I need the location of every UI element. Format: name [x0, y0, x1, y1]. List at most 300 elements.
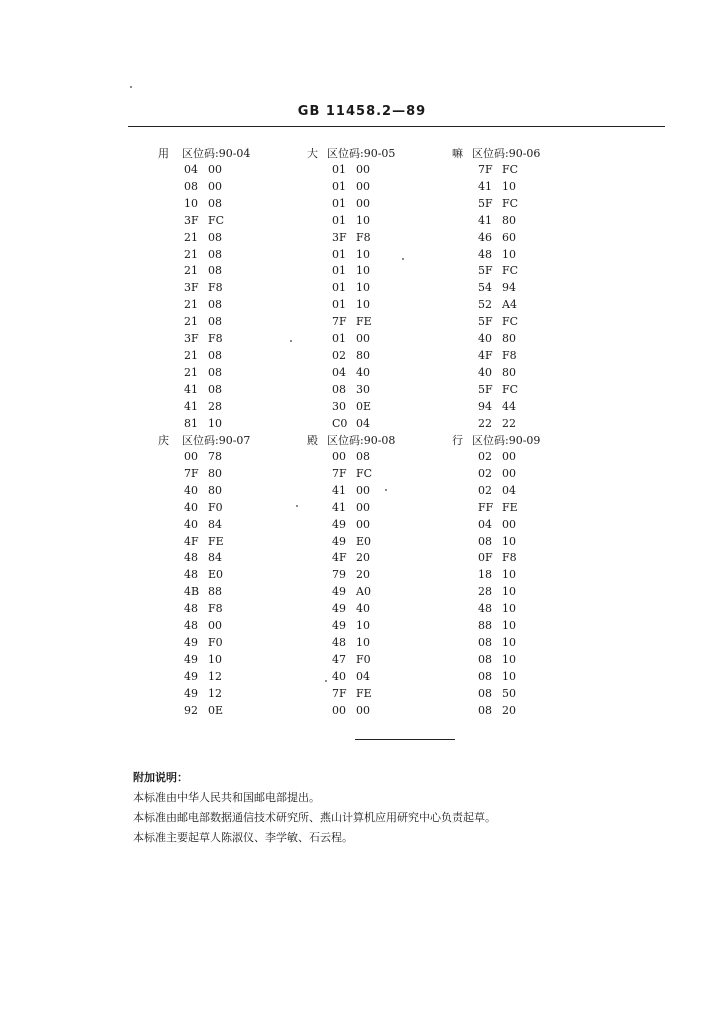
hex-byte-high: 48 — [478, 247, 492, 261]
hex-row — [478, 484, 516, 497]
hex-byte-low: 10 — [356, 298, 370, 312]
hex-row — [332, 248, 370, 261]
notes-line: 本标准由中华人民共和国邮电部提出。 — [133, 791, 320, 804]
hex-byte-high: 41 — [184, 382, 198, 396]
hex-byte-high: 40 — [478, 332, 492, 345]
hex-byte-low: 08 — [208, 382, 222, 396]
hex-byte-low: 08 — [208, 365, 222, 379]
hex-row — [332, 619, 370, 632]
hex-byte-low: FC — [356, 466, 373, 480]
hex-byte-low: 10 — [356, 281, 370, 295]
hex-byte-high: 5F — [478, 382, 493, 396]
hex-byte-high: 28 — [478, 585, 492, 599]
hex-byte-high: 01 — [332, 247, 346, 261]
hex-byte-low: 12 — [208, 686, 222, 700]
hex-byte-high: 47 — [332, 652, 346, 666]
hex-byte-low: 00 — [356, 703, 370, 717]
hex-byte-high: 21 — [184, 348, 198, 362]
hex-byte-high: 10 — [184, 196, 198, 210]
hex-row — [332, 585, 371, 598]
hex-byte-low: 08 — [208, 315, 222, 329]
hex-byte-high: 08 — [184, 179, 198, 193]
hex-row — [184, 332, 223, 345]
hex-byte-high: 5F — [478, 315, 493, 329]
hex-byte-low: 00 — [502, 450, 516, 463]
hex-byte-low: 00 — [502, 517, 516, 531]
hex-byte-low: 00 — [502, 466, 516, 480]
block-code-label: 区位码:90-05 — [327, 147, 396, 160]
hex-byte-low: 88 — [208, 585, 222, 599]
hex-byte-low: 10 — [356, 619, 370, 632]
block-code-label: 区位码:90-07 — [182, 434, 251, 447]
hex-byte-high: 49 — [332, 585, 346, 599]
hex-row — [478, 704, 516, 717]
hex-byte-low: FE — [208, 534, 224, 548]
hex-byte-low: 28 — [208, 399, 222, 413]
hex-byte-high: 48 — [184, 619, 198, 632]
hex-byte-high: 7F — [478, 163, 493, 176]
hex-byte-low: 10 — [356, 264, 370, 278]
hex-row — [478, 197, 518, 210]
block-char: 庆 — [158, 434, 169, 447]
hex-byte-high: FF — [478, 500, 494, 514]
hex-byte-high: 01 — [332, 163, 346, 176]
block-title — [158, 432, 250, 448]
scan-speck — [290, 340, 292, 342]
hex-byte-low: FC — [502, 163, 519, 176]
hex-byte-low: 0E — [356, 399, 372, 413]
hex-row — [332, 551, 370, 564]
scan-speck — [402, 258, 404, 260]
hex-byte-high: 49 — [184, 669, 198, 683]
hex-byte-high: 48 — [478, 602, 492, 616]
hex-row — [184, 383, 222, 396]
hex-byte-high: 08 — [478, 534, 492, 548]
hex-row — [184, 568, 223, 581]
hex-row — [184, 400, 222, 413]
hex-row — [478, 349, 517, 362]
hex-byte-high: 02 — [332, 348, 346, 362]
hex-byte-low: FC — [502, 382, 519, 396]
hex-row — [332, 383, 370, 396]
hex-row — [478, 619, 516, 632]
hex-byte-high: 40 — [184, 517, 198, 531]
hex-byte-low: 80 — [502, 213, 516, 227]
hex-byte-high: 49 — [332, 534, 346, 548]
block-code-label: 区位码:90-04 — [182, 147, 251, 160]
hex-byte-low: 12 — [208, 669, 222, 683]
page-header: GB 11458.2—89 — [297, 104, 427, 119]
hex-byte-low: 10 — [502, 179, 516, 193]
hex-byte-high: 3F — [332, 230, 347, 244]
block-title — [307, 432, 395, 448]
hex-byte-low: 00 — [356, 163, 370, 176]
hex-byte-low: 10 — [208, 416, 222, 430]
hex-byte-low: FC — [208, 213, 225, 227]
hex-byte-high: 0F — [478, 551, 493, 565]
hex-byte-high: 48 — [184, 551, 198, 565]
hex-row — [478, 501, 518, 514]
hex-row — [478, 400, 516, 413]
hex-byte-high: 3F — [184, 281, 199, 295]
hex-byte-low: A0 — [356, 585, 371, 599]
hex-byte-high: C0 — [332, 416, 348, 430]
scan-speck — [130, 86, 132, 88]
notes-line: 本标准主要起草人陈淑仪、李学敏、石云程。 — [133, 831, 353, 844]
hex-byte-low: 80 — [208, 466, 222, 480]
hex-byte-low: 94 — [502, 281, 516, 295]
hex-byte-high: 41 — [478, 213, 492, 227]
hex-row — [478, 298, 517, 311]
hex-byte-low: 20 — [356, 568, 370, 582]
hex-byte-high: 48 — [332, 635, 346, 649]
hex-byte-low: 10 — [356, 213, 370, 227]
hex-row — [332, 602, 370, 615]
hex-row — [332, 670, 370, 683]
hex-row — [332, 264, 370, 277]
hex-byte-low: 10 — [502, 652, 516, 666]
hex-row — [478, 281, 516, 294]
hex-row — [478, 315, 518, 328]
hex-byte-low: 84 — [208, 517, 222, 531]
hex-row — [184, 298, 222, 311]
hex-row — [332, 417, 370, 430]
hex-row — [478, 332, 516, 345]
hex-row — [478, 653, 516, 666]
hex-byte-low: 00 — [356, 500, 370, 514]
hex-row — [184, 417, 222, 430]
hex-row — [332, 518, 370, 531]
hex-row — [332, 281, 370, 294]
hex-byte-low: 00 — [356, 332, 370, 345]
hex-row — [184, 349, 222, 362]
hex-row — [332, 636, 370, 649]
hex-byte-low: 10 — [502, 568, 516, 582]
hex-byte-high: 02 — [478, 483, 492, 497]
hex-row — [478, 518, 516, 531]
hex-byte-low: F8 — [208, 602, 223, 616]
hex-row — [332, 214, 370, 227]
block-title — [158, 145, 250, 161]
hex-row — [332, 687, 372, 700]
hex-byte-low: 40 — [356, 365, 370, 379]
hex-row — [184, 366, 222, 379]
hex-byte-high: 08 — [332, 382, 346, 396]
hex-byte-high: 01 — [332, 264, 346, 278]
hex-byte-low: 00 — [356, 196, 370, 210]
hex-row — [478, 551, 517, 564]
hex-byte-high: 08 — [478, 635, 492, 649]
hex-byte-high: 40 — [184, 483, 198, 497]
hex-byte-high: 49 — [184, 635, 198, 649]
hex-row — [184, 264, 222, 277]
hex-byte-high: 79 — [332, 568, 346, 582]
hex-byte-high: 7F — [332, 466, 347, 480]
hex-byte-high: 52 — [478, 298, 492, 312]
hex-row — [184, 602, 223, 615]
hex-byte-high: 92 — [184, 703, 198, 717]
hex-byte-high: 40 — [184, 500, 198, 514]
hex-byte-low: 20 — [356, 551, 370, 565]
hex-byte-low: FC — [502, 196, 519, 210]
hex-row — [184, 163, 222, 176]
hex-byte-low: F0 — [208, 500, 223, 514]
hex-byte-low: 00 — [208, 163, 222, 176]
hex-byte-low: 00 — [356, 179, 370, 193]
hex-byte-low: 10 — [208, 652, 222, 666]
block-title — [452, 432, 540, 448]
hex-row — [184, 450, 222, 463]
hex-byte-high: 01 — [332, 213, 346, 227]
hex-byte-low: F0 — [356, 652, 371, 666]
hex-byte-high: 21 — [184, 230, 198, 244]
block-title — [307, 145, 395, 161]
hex-row — [332, 315, 372, 328]
hex-byte-high: 01 — [332, 196, 346, 210]
hex-row — [478, 248, 516, 261]
hex-byte-low: 50 — [502, 686, 516, 700]
block-char: 嘛 — [452, 147, 463, 160]
hex-byte-low: 10 — [502, 635, 516, 649]
hex-byte-high: 4F — [478, 348, 493, 362]
hex-byte-low: 20 — [502, 703, 516, 717]
hex-row — [184, 197, 222, 210]
hex-byte-high: 04 — [184, 163, 198, 176]
hex-byte-low: 08 — [208, 196, 222, 210]
hex-byte-low: 80 — [356, 348, 370, 362]
hex-row — [478, 670, 516, 683]
hex-byte-low: 80 — [502, 365, 516, 379]
hex-row — [184, 670, 222, 683]
hex-byte-low: 04 — [502, 483, 516, 497]
hex-row — [478, 585, 516, 598]
hex-row — [332, 704, 370, 717]
hex-byte-high: 3F — [184, 332, 199, 345]
hex-row — [184, 231, 222, 244]
hex-byte-high: 46 — [478, 230, 492, 244]
hex-byte-low: E0 — [208, 568, 224, 582]
hex-row — [332, 298, 370, 311]
hex-row — [184, 551, 222, 564]
hex-row — [184, 281, 223, 294]
hex-byte-low: F8 — [502, 551, 517, 565]
hex-byte-high: 94 — [478, 399, 492, 413]
hex-byte-low: 08 — [208, 264, 222, 278]
hex-byte-low: 80 — [208, 483, 222, 497]
hex-row — [332, 450, 370, 463]
hex-byte-high: 01 — [332, 298, 346, 312]
hex-row — [478, 231, 516, 244]
scan-speck — [296, 505, 298, 507]
hex-byte-low: 10 — [502, 585, 516, 599]
hex-row — [478, 636, 516, 649]
hex-byte-low: 08 — [208, 230, 222, 244]
block-char: 行 — [452, 434, 463, 447]
hex-byte-high: 7F — [332, 686, 347, 700]
hex-row — [332, 535, 371, 548]
hex-row — [184, 248, 222, 261]
hex-byte-low: 60 — [502, 230, 516, 244]
hex-byte-low: 10 — [502, 247, 516, 261]
hex-byte-low: 08 — [208, 298, 222, 312]
hex-byte-high: 02 — [478, 466, 492, 480]
header-rule — [128, 126, 665, 127]
hex-row — [184, 214, 224, 227]
hex-row — [184, 619, 222, 632]
hex-byte-low: 10 — [502, 534, 516, 548]
hex-byte-low: 0E — [208, 703, 224, 717]
hex-row — [332, 568, 370, 581]
hex-row — [478, 417, 516, 430]
hex-byte-high: 08 — [478, 652, 492, 666]
hex-byte-high: 04 — [478, 517, 492, 531]
hex-byte-low: FE — [502, 500, 518, 514]
hex-byte-high: 48 — [184, 602, 198, 616]
hex-byte-high: 01 — [332, 179, 346, 193]
hex-byte-high: 22 — [478, 416, 492, 430]
hex-byte-high: 21 — [184, 315, 198, 329]
hex-row — [332, 501, 370, 514]
hex-row — [478, 687, 516, 700]
hex-row — [184, 653, 222, 666]
hex-byte-low: 10 — [502, 619, 516, 632]
hex-row — [478, 568, 516, 581]
hex-row — [332, 653, 371, 666]
hex-byte-high: 5F — [478, 196, 493, 210]
notes-line: 本标准由邮电部数据通信技术研究所、燕山计算机应用研究中心负责起草。 — [133, 811, 496, 824]
hex-row — [184, 315, 222, 328]
hex-byte-low: E0 — [356, 534, 372, 548]
hex-row — [184, 518, 222, 531]
hex-row — [184, 484, 222, 497]
hex-row — [184, 704, 223, 717]
hex-byte-high: 40 — [332, 669, 346, 683]
notes-title: 附加说明： — [133, 771, 188, 784]
hex-byte-high: 21 — [184, 247, 198, 261]
hex-byte-high: 18 — [478, 568, 492, 582]
hex-byte-low: FE — [356, 315, 372, 329]
hex-byte-low: 80 — [502, 332, 516, 345]
hex-row — [184, 535, 224, 548]
block-char: 殿 — [307, 434, 318, 447]
hex-row — [478, 366, 516, 379]
hex-byte-high: 4B — [184, 585, 200, 599]
hex-row — [478, 214, 516, 227]
hex-row — [184, 636, 223, 649]
hex-byte-low: 00 — [208, 179, 222, 193]
hex-byte-high: 41 — [332, 500, 346, 514]
hex-byte-high: 3F — [184, 213, 199, 227]
hex-byte-high: 49 — [184, 652, 198, 666]
hex-byte-high: 49 — [332, 619, 346, 632]
hex-byte-high: 40 — [478, 365, 492, 379]
hex-byte-low: FE — [356, 686, 372, 700]
block-code-label: 区位码:90-06 — [472, 147, 541, 160]
hex-byte-low: 04 — [356, 669, 370, 683]
hex-byte-low: F8 — [208, 281, 223, 295]
hex-byte-high: 7F — [332, 315, 347, 329]
hex-byte-high: 4F — [332, 551, 347, 565]
hex-row — [332, 366, 370, 379]
hex-byte-low: A4 — [502, 298, 517, 312]
hex-byte-high: 49 — [332, 517, 346, 531]
hex-row — [332, 467, 372, 480]
hex-byte-low: 22 — [502, 416, 516, 430]
hex-byte-high: 08 — [478, 686, 492, 700]
hex-row — [184, 180, 222, 193]
hex-byte-high: 21 — [184, 264, 198, 278]
hex-byte-low: 04 — [356, 416, 370, 430]
hex-row — [478, 450, 516, 463]
hex-byte-low: 40 — [356, 602, 370, 616]
hex-byte-low: FC — [502, 315, 519, 329]
hex-row — [478, 535, 516, 548]
hex-byte-low: 08 — [356, 450, 370, 463]
hex-row — [184, 585, 222, 598]
hex-byte-low: 00 — [208, 619, 222, 632]
hex-row — [332, 332, 370, 345]
hex-byte-high: 30 — [332, 399, 346, 413]
hex-row — [184, 501, 223, 514]
hex-byte-low: F0 — [208, 635, 223, 649]
hex-row — [332, 349, 370, 362]
hex-byte-high: 48 — [184, 568, 198, 582]
hex-row — [332, 180, 370, 193]
hex-byte-low: 08 — [208, 247, 222, 261]
hex-byte-high: 5F — [478, 264, 493, 278]
hex-byte-low: 10 — [356, 635, 370, 649]
hex-byte-high: 21 — [184, 298, 198, 312]
hex-row — [184, 687, 222, 700]
hex-row — [478, 264, 518, 277]
hex-byte-high: 49 — [184, 686, 198, 700]
hex-byte-high: 54 — [478, 281, 492, 295]
hex-byte-high: 04 — [332, 365, 346, 379]
scan-speck — [385, 489, 387, 491]
hex-row — [184, 467, 222, 480]
hex-byte-low: FC — [502, 264, 519, 278]
hex-byte-low: 10 — [356, 247, 370, 261]
hex-byte-high: 81 — [184, 416, 198, 430]
hex-byte-low: 10 — [502, 669, 516, 683]
hex-row — [478, 383, 518, 396]
hex-byte-high: 02 — [478, 450, 492, 463]
hex-byte-high: 01 — [332, 281, 346, 295]
hex-byte-high: 49 — [332, 602, 346, 616]
hex-byte-high: 00 — [184, 450, 198, 463]
hex-row — [332, 231, 371, 244]
hex-byte-high: 41 — [332, 483, 346, 497]
hex-byte-low: F8 — [208, 332, 223, 345]
hex-row — [332, 163, 370, 176]
hex-byte-high: 01 — [332, 332, 346, 345]
hex-row — [478, 180, 516, 193]
hex-row — [332, 400, 371, 413]
hex-byte-high: 08 — [478, 669, 492, 683]
hex-byte-high: 21 — [184, 365, 198, 379]
hex-byte-low: 08 — [208, 348, 222, 362]
block-code-label: 区位码:90-08 — [327, 434, 396, 447]
hex-byte-low: 00 — [356, 483, 370, 497]
hex-byte-high: 08 — [478, 703, 492, 717]
hex-byte-low: 00 — [356, 517, 370, 531]
hex-row — [478, 467, 516, 480]
hex-byte-low: 84 — [208, 551, 222, 565]
hex-byte-low: F8 — [356, 230, 371, 244]
hex-row — [478, 602, 516, 615]
hex-byte-high: 00 — [332, 450, 346, 463]
block-char: 大 — [307, 147, 318, 160]
